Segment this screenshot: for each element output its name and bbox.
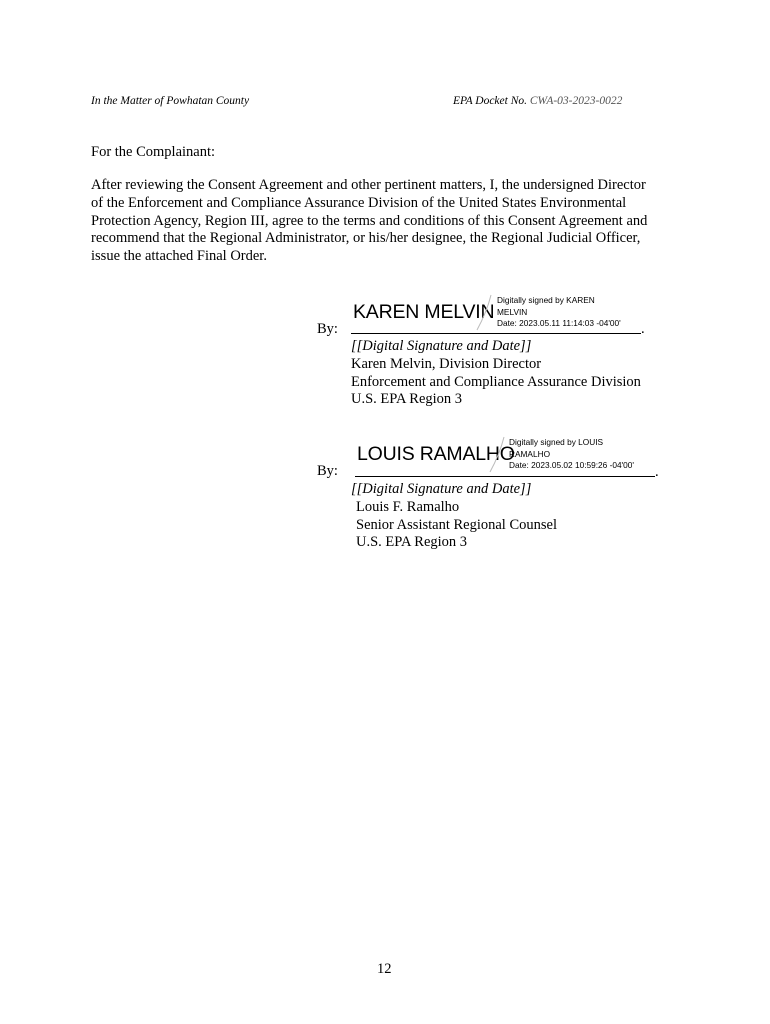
signature-line-period: .	[655, 464, 659, 480]
signature-meta-line: Date: 2023.05.02 10:59:26 -04'00'	[509, 460, 634, 470]
signatory-title: Enforcement and Compliance Assurance Division	[351, 373, 641, 390]
paragraph-line: Protection Agency, Region III, agree to the terms and conditions of this Consent Agreement and	[91, 212, 648, 229]
by-label: By:	[317, 321, 338, 337]
digital-signature-meta	[497, 295, 621, 330]
docket-label: EPA Docket No.	[453, 95, 527, 107]
signature-line-period: .	[641, 321, 645, 337]
signature-meta-line: MELVIN	[497, 306, 528, 317]
signature-line	[351, 333, 641, 334]
digital-signature-name[interactable]: KAREN MELVIN	[353, 301, 495, 323]
paragraph-line: of the Enforcement and Compliance Assurance Division of the United States Environmental	[91, 194, 627, 211]
signatory-details	[351, 338, 641, 409]
docket-header	[453, 95, 622, 107]
signatory-title: Senior Assistant Regional Counsel	[356, 516, 557, 533]
signature-line	[355, 476, 655, 477]
by-label: By:	[317, 463, 338, 479]
case-caption: In the Matter of Powhatan County	[91, 95, 250, 107]
digital-signature-name[interactable]: LOUIS RAMALHO	[357, 443, 515, 465]
paragraph-line: recommend that the Regional Administrator, or his/her designee, the Regional Judicial Officer,	[91, 230, 641, 247]
signatory-name: Karen Melvin, Division Director	[351, 355, 542, 372]
signatory-org: U.S. EPA Region 3	[351, 391, 463, 408]
signature-meta-line: Digitally signed by LOUIS	[509, 437, 604, 447]
paragraph-line: issue the attached Final Order.	[91, 248, 267, 265]
for-complainant-heading: For the Complainant:	[91, 144, 216, 160]
signatory-name: Louis F. Ramalho	[356, 498, 460, 515]
signatory-org: U.S. EPA Region 3	[356, 534, 468, 551]
paragraph-line: After reviewing the Consent Agreement and other pertinent matters, I, the undersigned Director	[91, 177, 646, 193]
signature-stroke-icon	[487, 435, 507, 475]
signature-caption: [[Digital Signature and Date]]	[351, 481, 532, 497]
signature-caption: [[Digital Signature and Date]]	[351, 338, 532, 354]
page-number: 12	[377, 961, 392, 977]
signature-stroke-icon	[474, 293, 494, 333]
signatory-details	[351, 481, 557, 552]
digital-signature-meta	[509, 437, 634, 472]
signature-meta-line: Date: 2023.05.11 11:14:03 -04'00'	[497, 318, 621, 328]
approval-paragraph	[91, 177, 647, 266]
signature-meta-line: RAMALHO	[509, 448, 551, 459]
docket-number: CWA-03-2023-0022	[529, 95, 623, 107]
signature-meta-line: Digitally signed by KAREN	[497, 295, 595, 305]
